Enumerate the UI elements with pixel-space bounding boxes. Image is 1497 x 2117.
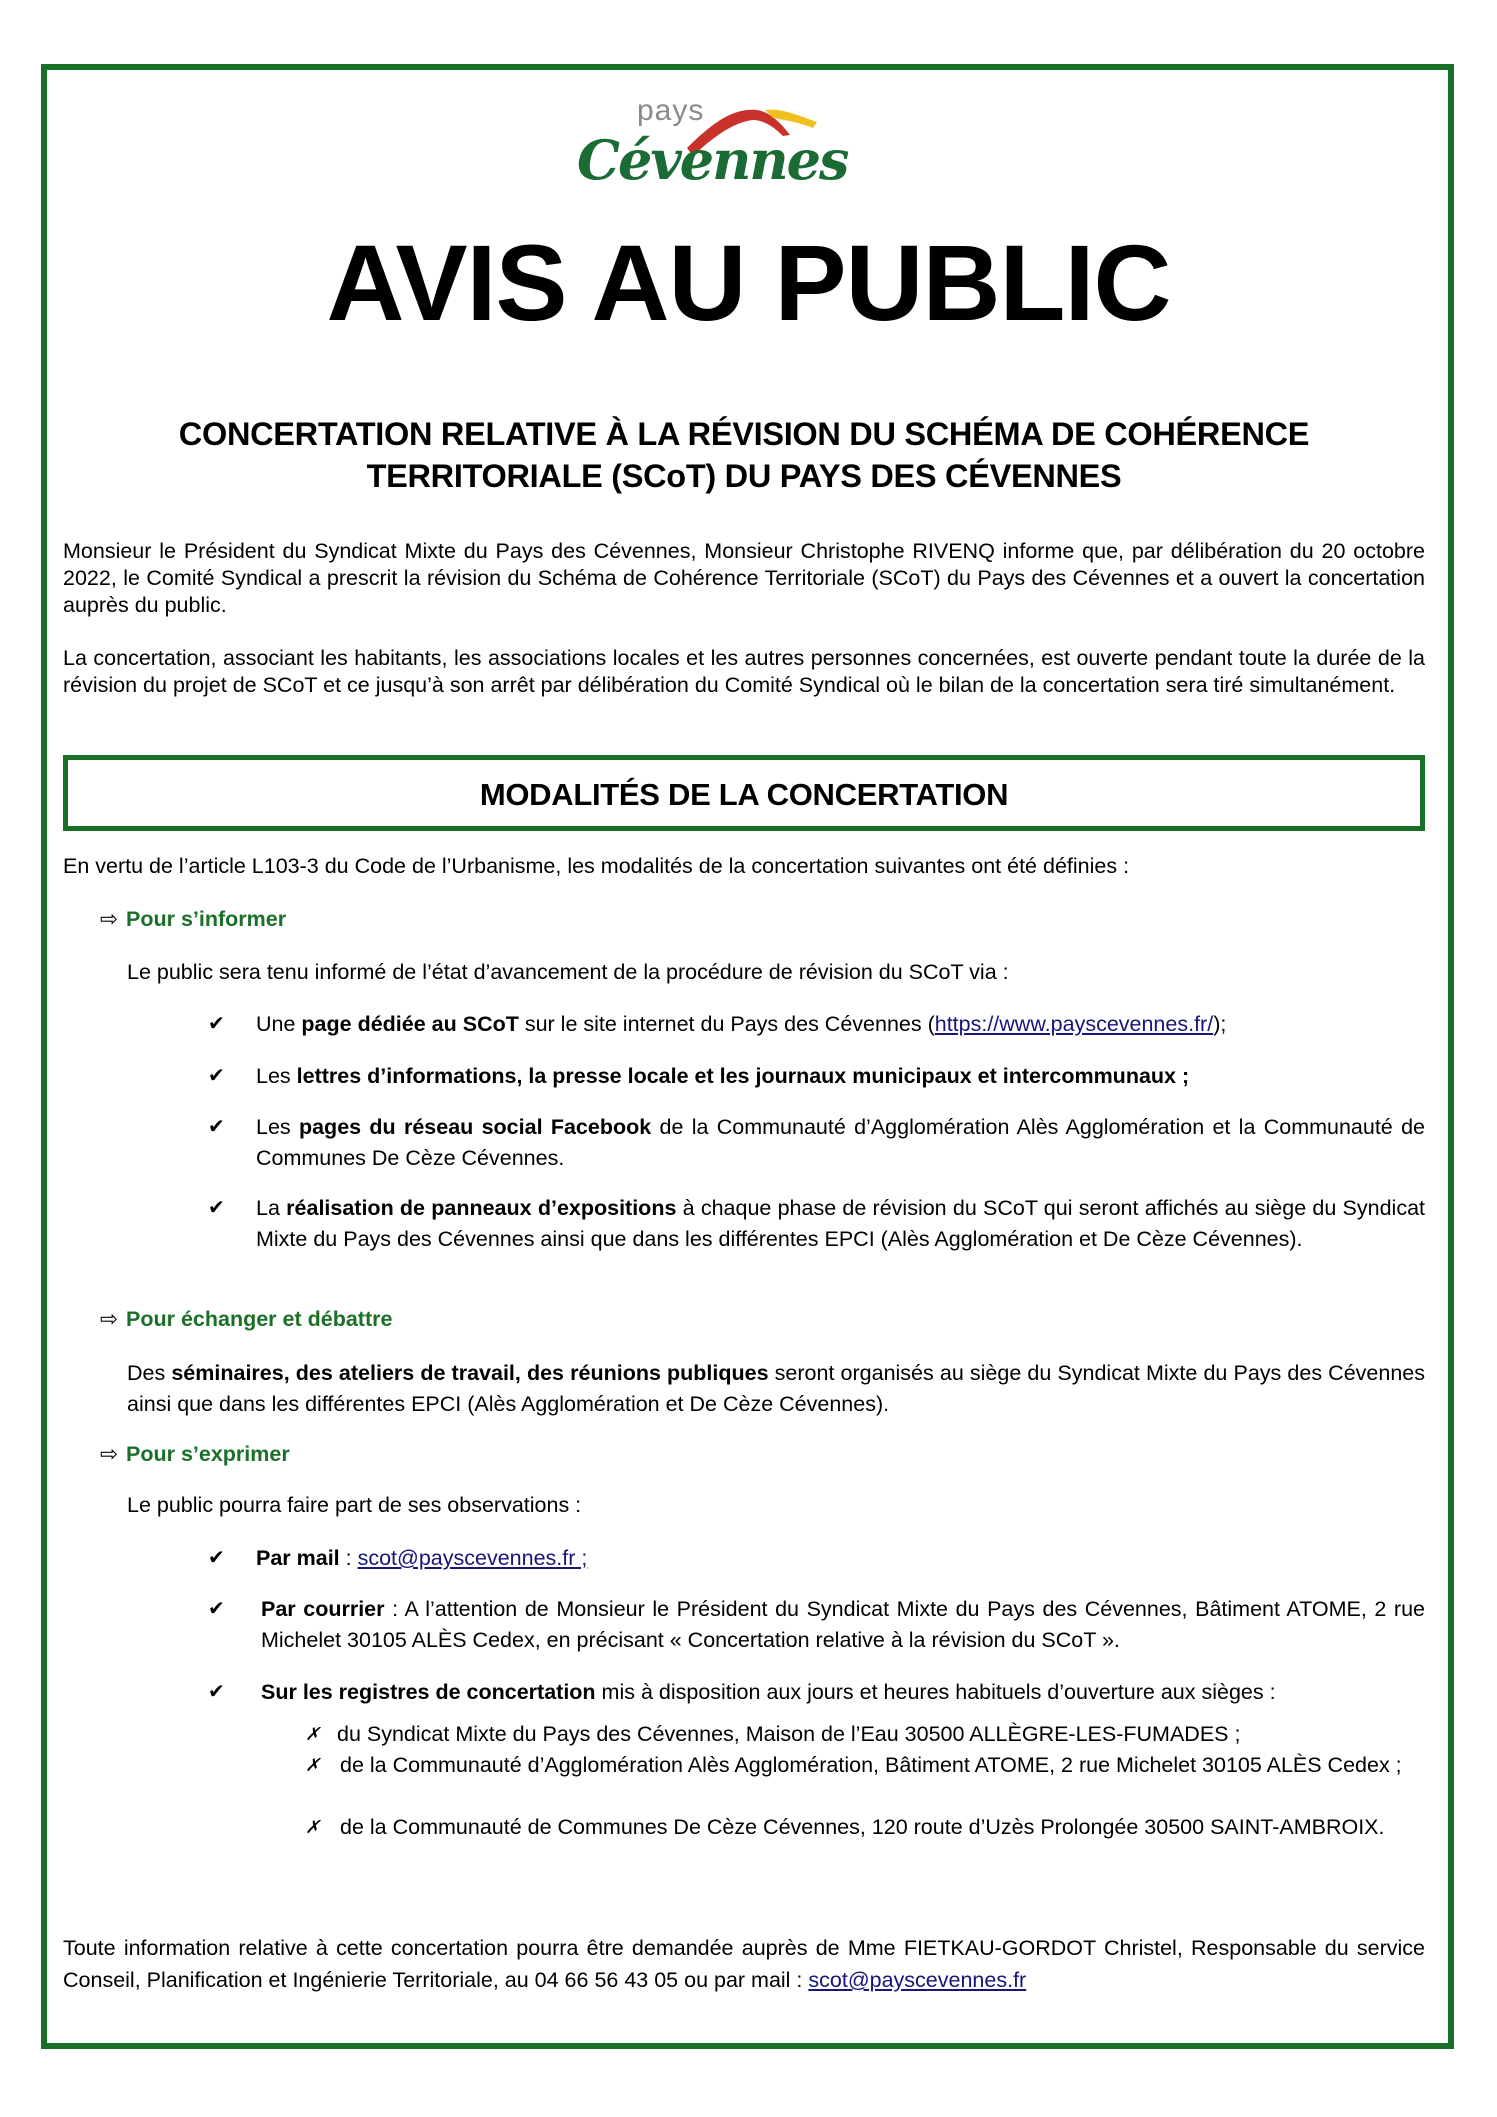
contact-email-link[interactable]: scot@payscevennes.fr bbox=[808, 1968, 1027, 1992]
item-bold: Par courrier bbox=[261, 1597, 385, 1621]
informer-intro: Le public sera tenu informé de l’état d’avancement de la procédure de révision du SCoT via : bbox=[127, 960, 1009, 984]
email-link[interactable]: scot@payscevennes.fr ; bbox=[357, 1546, 588, 1570]
logo-cevennes-text: Cévennes bbox=[577, 128, 848, 192]
headline bbox=[63, 413, 1425, 497]
item-bold: Par mail bbox=[256, 1546, 340, 1570]
item-text: ); bbox=[1213, 1012, 1227, 1036]
section-informer bbox=[100, 905, 286, 933]
arrow-right-icon: ⇨ bbox=[100, 1442, 119, 1466]
list-item bbox=[208, 1009, 1425, 1040]
item-text: : A l’attention de Monsieur le Président du Syndicat Mixte du Pays des Cévennes, Bâtiment ATOME, 2 rue Michelet 30105 ALÈS Cedex, en précisant « Concertation relative à la révision du SCoT ». bbox=[261, 1597, 1425, 1652]
item-text: Des bbox=[127, 1361, 172, 1385]
item-text: sur le site internet du Pays des Cévennes ( bbox=[518, 1012, 935, 1036]
logo-pays-text: pays bbox=[637, 94, 705, 127]
intro-paragraph-2: La concertation, associant les habitants, les associations locales et les autres personnes concernées, est ouverte pendant toute la durée de la révision du projet de SCoT et ce jusqu’à son arrêt par délibération du Comité Syndical où le bilan de la concertation sera tiré simultanément. bbox=[63, 646, 1425, 697]
item-bold: page dédiée au SCoT bbox=[301, 1012, 519, 1036]
contact-text: Toute information relative à cette concertation pourra être demandée auprès de Mme FIETKAU-GORDOT Christel, Responsable du service Conseil, Planification et Ingénierie Territoriale, au 04 66 56 43 05 ou par mail : bbox=[63, 1936, 1425, 1992]
contact-paragraph bbox=[63, 1932, 1425, 1996]
section-heading: Pour échanger et débattre bbox=[126, 1307, 393, 1331]
siege-text: du Syndicat Mixte du Pays des Cévennes, Maison de l’Eau 30500 ALLÈGRE-LES-FUMADES ; bbox=[337, 1722, 1241, 1746]
headline-line-2: TERRITORIALE (SCoT) DU PAYS DES CÉVENNES bbox=[366, 458, 1122, 494]
checkmark-icon: ✔ bbox=[208, 1013, 225, 1035]
siege-text: de la Communauté de Communes De Cèze Cévennes, 120 route d’Uzès Prolongée 30500 SAINT-AMBROIX. bbox=[340, 1815, 1385, 1839]
cross-icon: ✗ bbox=[305, 1817, 321, 1837]
item-text: Une bbox=[256, 1012, 302, 1036]
siege-item bbox=[305, 1719, 1425, 1750]
item-text: : bbox=[339, 1546, 358, 1570]
modalites-lead: En vertu de l’article L103-3 du Code de l’Urbanisme, les modalités de la concertation suivantes ont été définies : bbox=[63, 854, 1130, 878]
pays-cevennes-logo bbox=[575, 94, 848, 200]
item-bold: pages du réseau social Facebook bbox=[298, 1115, 652, 1139]
checkmark-icon: ✔ bbox=[208, 1681, 225, 1703]
section-exprimer bbox=[100, 1440, 290, 1468]
website-link[interactable]: https://www.payscevennes.fr/ bbox=[934, 1012, 1214, 1036]
intro-paragraph-1: Monsieur le Président du Syndicat Mixte du Pays des Cévennes, Monsieur Christophe RIVENQ informe que, par délibération du 20 octobre 2022, le Comité Syndical a prescrit la révision du Schéma de Cohérence Territoriale (SCoT) du Pays des Cévennes et a ouvert la concertation auprès du public. bbox=[63, 539, 1425, 617]
list-item bbox=[208, 1112, 1425, 1174]
item-text: mis à disposition aux jours et heures habituels d’ouverture aux sièges : bbox=[595, 1680, 1276, 1704]
arrow-right-icon: ⇨ bbox=[100, 1307, 119, 1331]
list-item bbox=[208, 1193, 1425, 1255]
siege-text: de la Communauté d’Agglomération Alès Agglomération, Bâtiment ATOME, 2 rue Michelet 30105 ALÈS Cedex ; bbox=[340, 1753, 1402, 1777]
modalites-title: MODALITÉS DE LA CONCERTATION bbox=[479, 777, 1009, 812]
item-text: Les bbox=[256, 1115, 299, 1139]
arrow-right-icon: ⇨ bbox=[100, 907, 119, 931]
item-bold: séminaires, des ateliers de travail, des réunions publiques bbox=[171, 1361, 769, 1385]
item-bold: Sur les registres de concertation bbox=[261, 1680, 596, 1704]
item-bold: lettres d’informations, la presse locale et les journaux municipaux et intercommunaux ; bbox=[296, 1064, 1190, 1088]
item-text: de la Communauté d’Agglomération Alès Agglomération et la Communauté de Communes De Cèze Cévennes. bbox=[256, 1115, 1425, 1170]
checkmark-icon: ✔ bbox=[208, 1598, 225, 1620]
checkmark-icon: ✔ bbox=[208, 1116, 225, 1138]
list-item bbox=[208, 1594, 1425, 1656]
checkmark-icon: ✔ bbox=[208, 1065, 225, 1087]
siege-item bbox=[305, 1750, 1425, 1781]
siege-item bbox=[305, 1812, 1425, 1843]
checkmark-icon: ✔ bbox=[208, 1197, 225, 1219]
echanger-text bbox=[127, 1358, 1425, 1420]
section-heading: Pour s’informer bbox=[126, 907, 287, 931]
item-text: La bbox=[256, 1196, 287, 1220]
list-item bbox=[208, 1061, 1425, 1092]
section-echanger bbox=[100, 1305, 392, 1333]
page-title: AVIS AU PUBLIC bbox=[326, 222, 1171, 343]
exprimer-intro: Le public pourra faire part de ses observations : bbox=[127, 1493, 582, 1517]
item-text: seront organisés au siège du Syndicat Mixte du Pays des Cévennes ainsi que dans les différentes EPCI (Alès Agglomération et De Cèze Cévennes). bbox=[127, 1361, 1425, 1416]
list-item bbox=[208, 1677, 1425, 1708]
cross-icon: ✗ bbox=[305, 1724, 321, 1744]
item-text: à chaque phase de révision du SCoT qui seront affichés au siège du Syndicat Mixte du Pays des Cévennes ainsi que dans les différentes EPCI (Alès Agglomération et De Cèze Cévennes). bbox=[256, 1196, 1426, 1251]
cross-icon: ✗ bbox=[305, 1755, 321, 1775]
checkmark-icon: ✔ bbox=[208, 1547, 225, 1569]
item-text: Les bbox=[256, 1064, 297, 1088]
item-bold: réalisation de panneaux d’expositions bbox=[286, 1196, 677, 1220]
section-heading: Pour s’exprimer bbox=[126, 1442, 290, 1466]
headline-line-1: CONCERTATION RELATIVE À LA RÉVISION DU SCHÉMA DE COHÉRENCE bbox=[178, 416, 1310, 452]
list-item bbox=[208, 1543, 1425, 1574]
